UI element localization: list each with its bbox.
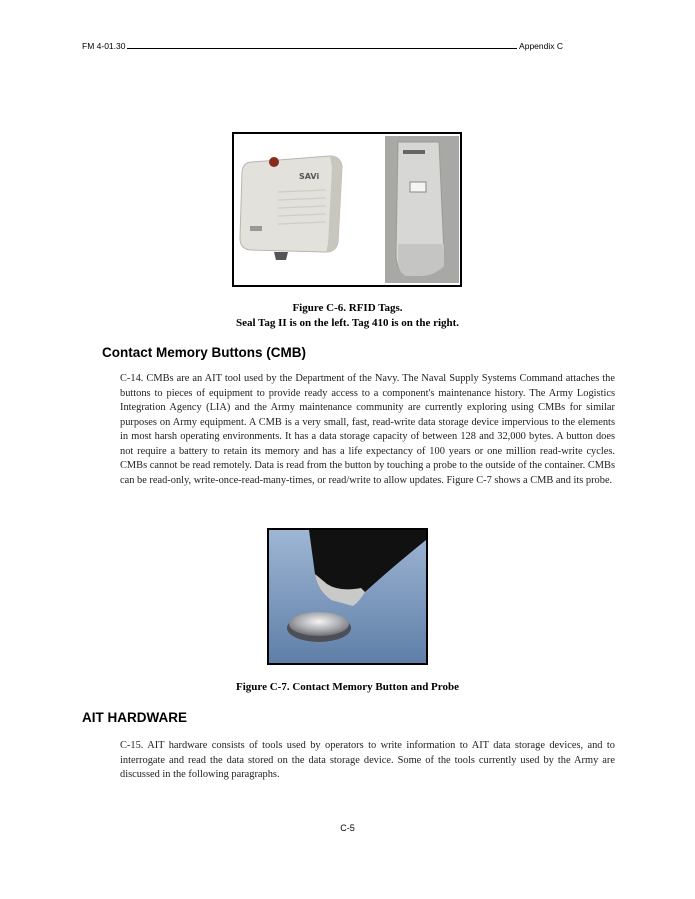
figure-c6-image <box>232 132 462 287</box>
header-left: FM 4-01.30 <box>82 41 126 51</box>
page-header <box>82 41 563 51</box>
rfid-tags-photo <box>234 134 460 285</box>
cmb-probe-photo <box>269 530 426 663</box>
page-number: C-5 <box>340 823 355 833</box>
figure-c6-caption-line1: Figure C-6. RFID Tags. <box>292 302 403 314</box>
header-right: Appendix C <box>519 41 563 51</box>
figure-c7-caption: Figure C-7. Contact Memory Button and Probe <box>236 681 459 693</box>
seal-tag-device <box>240 156 342 260</box>
savi-logo: SAVi <box>299 172 320 181</box>
figure-c6-caption-line2: Seal Tag II is on the left. Tag 410 is on the right. <box>235 317 460 329</box>
section-heading-ait-hardware: AIT HARDWARE <box>82 710 187 725</box>
section-heading-cmb: Contact Memory Buttons (CMB) <box>102 345 306 360</box>
tag-410-device <box>385 136 459 283</box>
paragraph-c14: C-14. CMBs are an AIT tool used by the Department of the Navy. The Naval Supply Systems Command attaches the buttons to pieces of equipment to provide ready access to a component's maintenance history. The Army Logistics Integration Agency (LIA) and the Army maintenance community are currently exploring using CMBs for similar purposes on Army equipment. A CMB is a very small, fast, read-write data storage device impervious to the elements in most harsh operating environments. It has a data storage capacity of between 128 and 32,000 bytes. A button does not require a battery to retain its memory and has a life expectancy of 100 years or one million read-write cycles. CMBs cannot be read remotely. Data is read from the button by touching a probe to the outside of the container. CMBs can be read-only, write-once-read-many-times, or read/write to allow updates. Figure C-7 shows a CMB and its probe. <box>120 373 615 486</box>
figure-c7-image <box>267 528 428 665</box>
header-rule <box>127 48 517 49</box>
paragraph-c15: C-15. AIT hardware consists of tools used by operators to write information to AIT data storage devices, and to interrogate and read the data stored on the data storage device. Some of the tools currently used by the Army are discussed in the following paragraphs. <box>120 740 615 780</box>
